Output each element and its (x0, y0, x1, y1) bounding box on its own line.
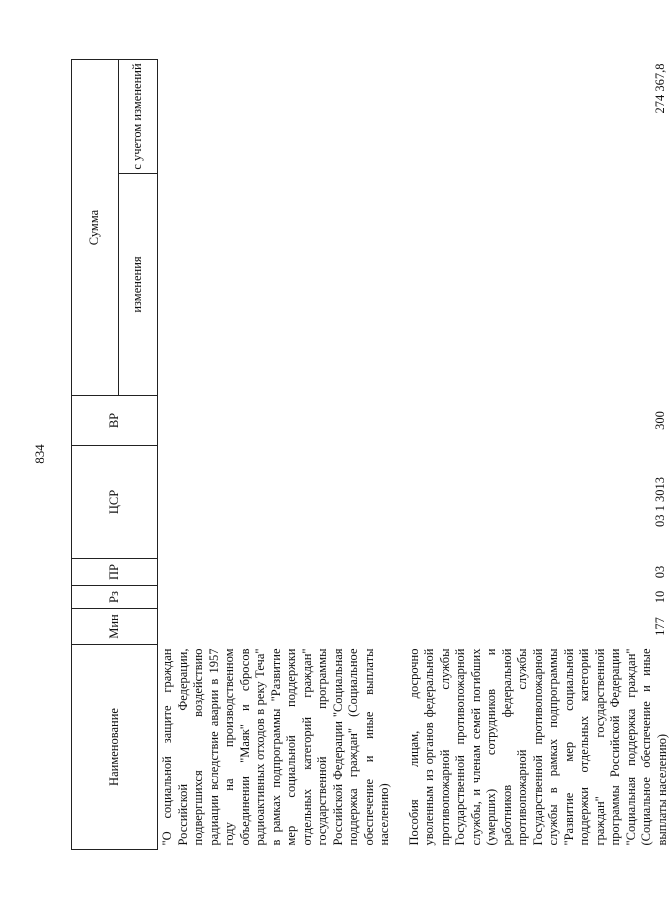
row-rz (158, 586, 393, 609)
row-rz: 10 (652, 590, 667, 604)
header-rz: Рз (72, 586, 158, 609)
row-with-changes (158, 60, 393, 174)
header-changes: изменения (119, 174, 158, 396)
row-min: 177 (652, 617, 667, 636)
header-min: Мин (72, 609, 158, 645)
page-number: 834 (32, 444, 47, 464)
row-vr: 300 (652, 411, 667, 430)
row-changes (393, 174, 670, 396)
row-pr: 03 (652, 565, 667, 579)
table-row (158, 60, 393, 850)
header-sum: Сумма (72, 60, 119, 396)
row-min (158, 609, 393, 645)
header-name: Наименование (72, 645, 158, 850)
row-name: "О социальной защите граждан Российской Федерации, подвергшихся воздействию радиации вследствие аварии в 1957 году на производственном объединении "Маяк" и сбросов радиоактивных отходов в реку Теча" в рамках подпрограммы "Развитие мер социальной поддержки отдельных категорий граждан" государственной программы Российской Федерации "Социальная поддержка граждан" (Социальное обеспечение и иные выплаты населению) (160, 648, 391, 846)
table-row (393, 60, 670, 850)
header-with-changes: с учетом изменений (119, 60, 158, 174)
header-pr: ПР (72, 559, 158, 586)
budget-table (71, 59, 670, 850)
row-csr: 03 1 3013 (652, 477, 667, 527)
row-csr (158, 446, 393, 559)
rotated-page-content (71, 60, 669, 850)
header-vr: ВР (72, 396, 158, 446)
row-changes (158, 174, 393, 396)
row-vr (158, 396, 393, 446)
row-with-changes: 274 367,8 (652, 63, 667, 114)
header-csr: ЦСР (72, 446, 158, 559)
row-pr (158, 559, 393, 586)
row-name: Пособия лицам, досрочно уволенным из органов федеральной противопожарной службы Государственной противопожарной службы, и членам семей погибших (умерших) сотрудников и работников федеральной противопожарной службы Государственной противопожарной службы в рамках подпрограммы "Развитие мер социальной поддержки отдельных категорий граждан" государственной программы Российской Федерации "Социальная поддержка граждан" (Социальное обеспечение и иные выплаты населению) (406, 648, 669, 846)
